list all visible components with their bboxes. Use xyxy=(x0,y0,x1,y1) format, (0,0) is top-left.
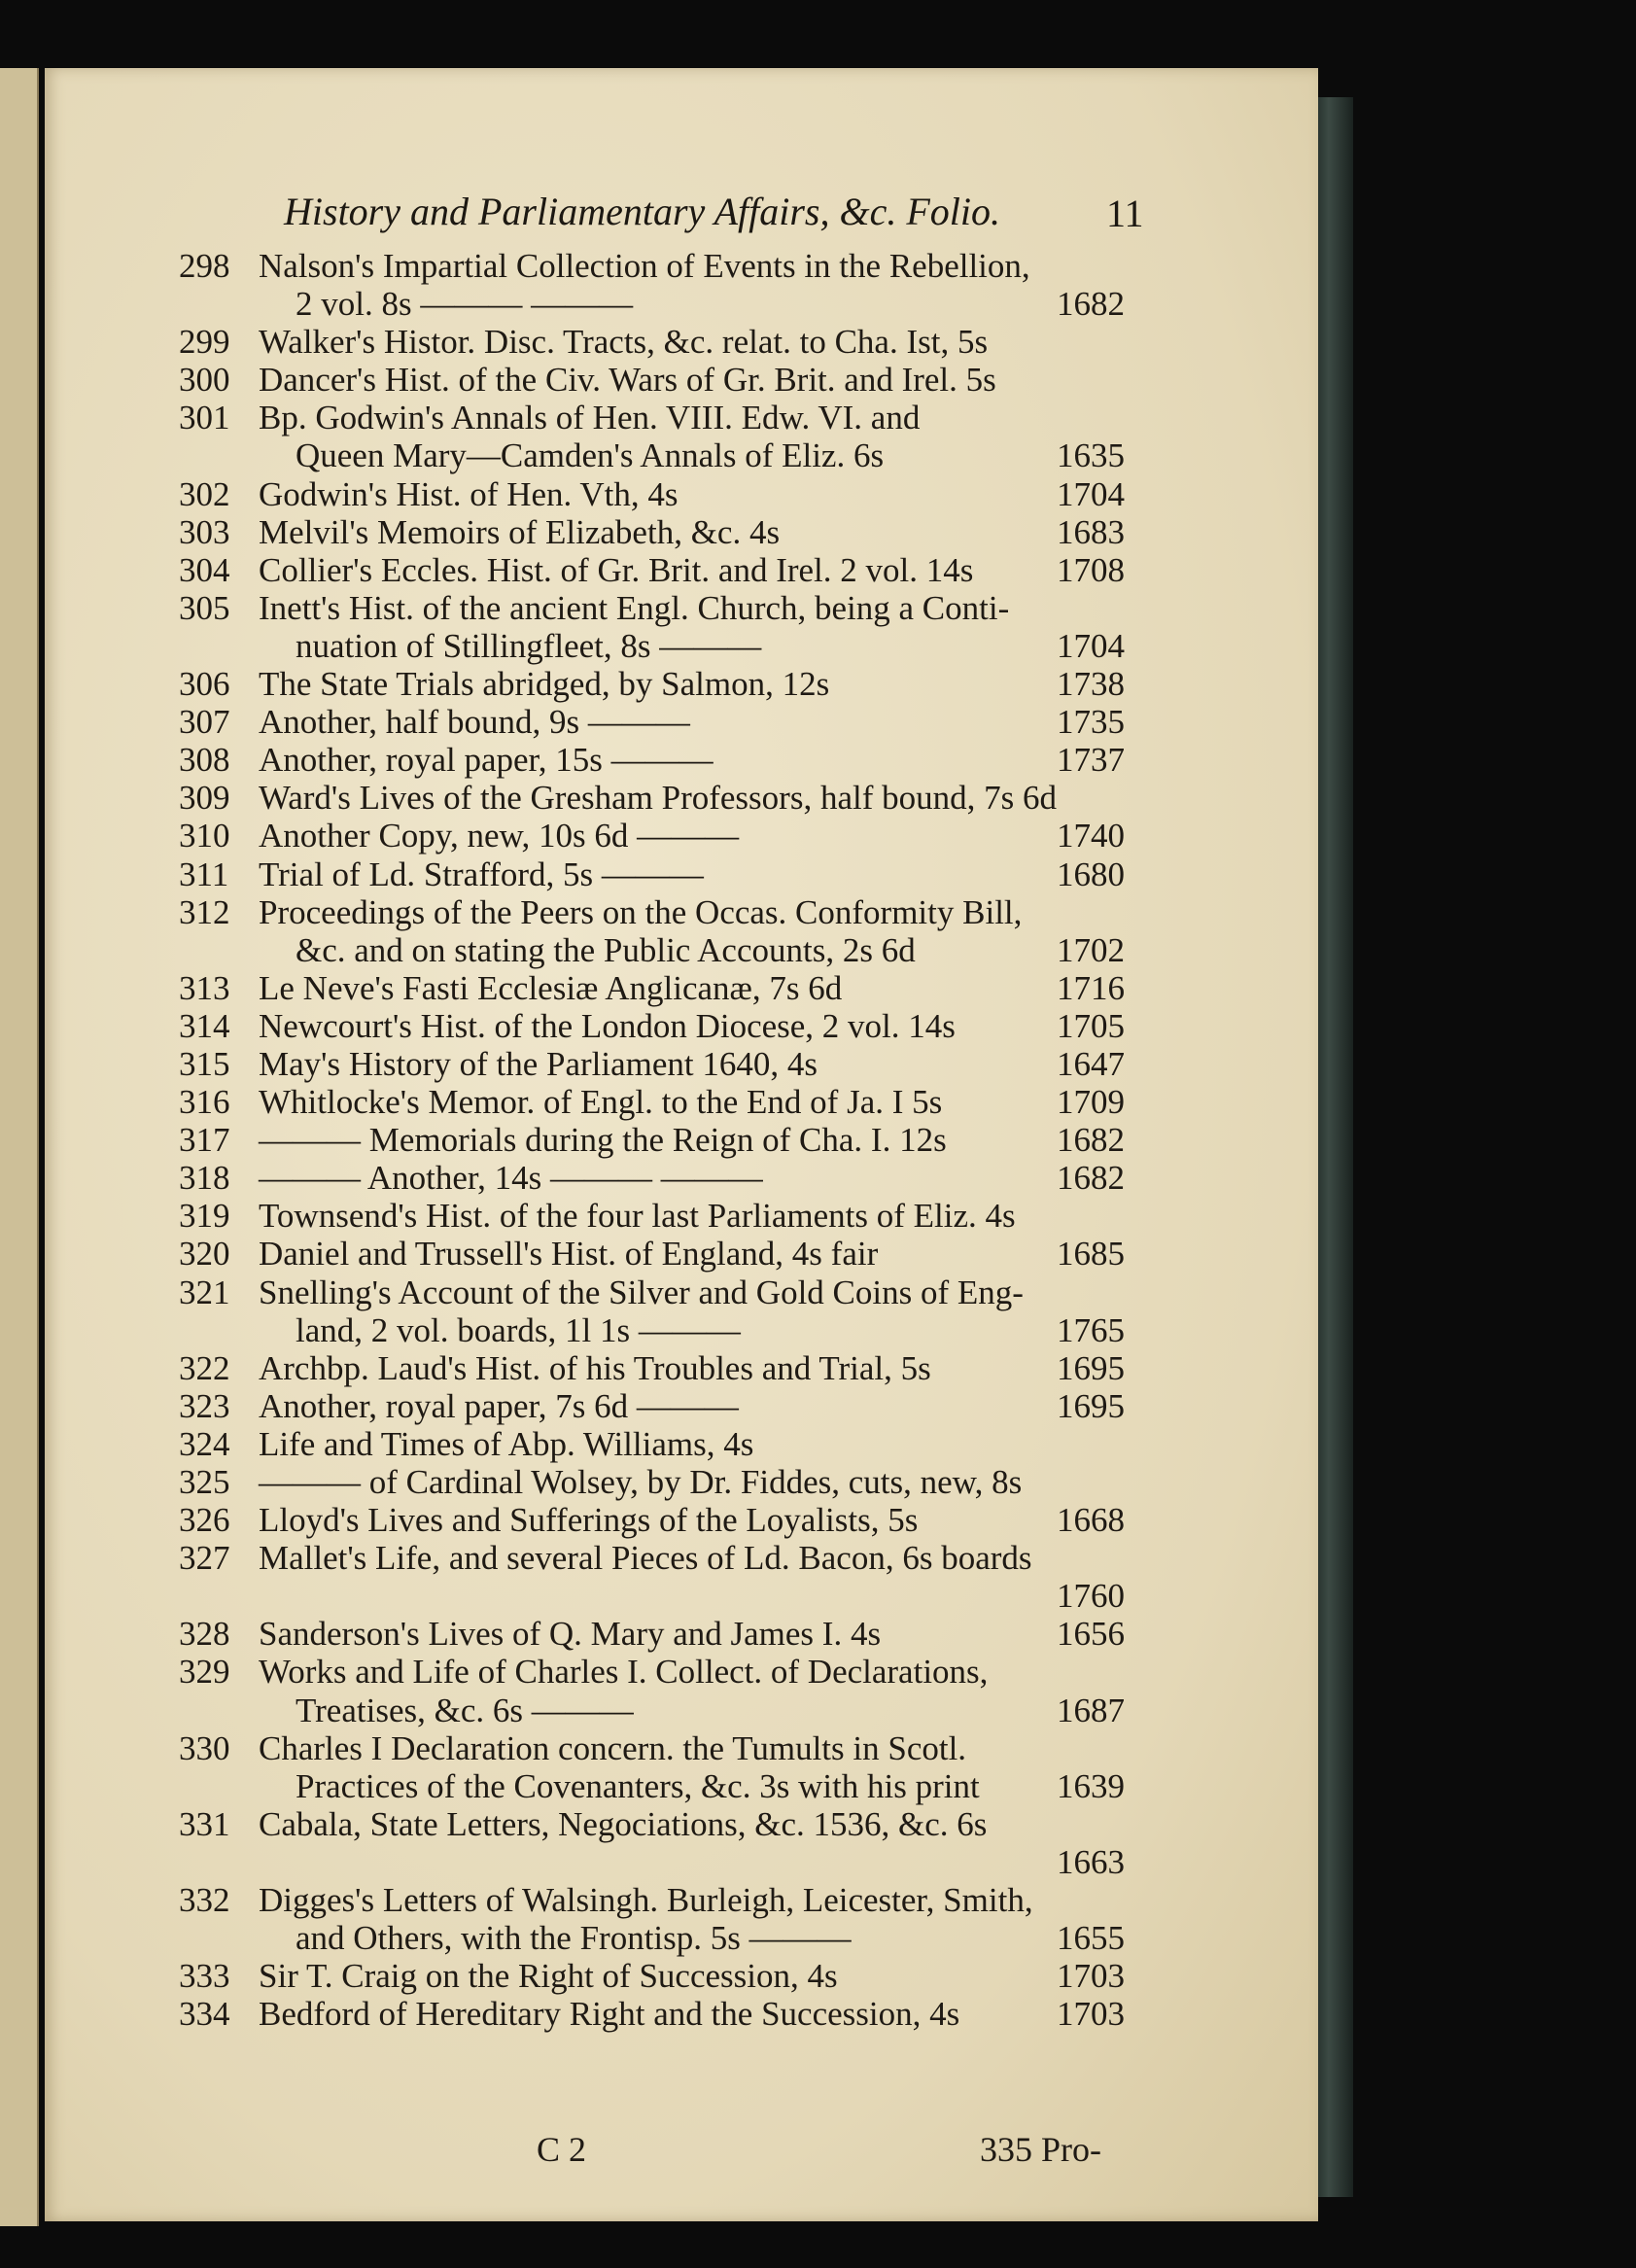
lot-number: 300 xyxy=(179,361,230,400)
lot-number: 334 xyxy=(179,1995,230,2034)
lot-number: 319 xyxy=(179,1197,230,1236)
entry-text: May's History of the Parliament 1640, 4s xyxy=(259,1044,818,1083)
entry-year: 1703 xyxy=(1057,1995,1125,2034)
catalogue-entry-line xyxy=(45,1311,1318,1349)
entry-text: Charles I Declaration concern. the Tumults in Scotl. xyxy=(259,1728,967,1767)
catalogue-entry-line xyxy=(45,1692,1318,1729)
catalogue-entry-line xyxy=(45,1159,1318,1197)
entry-year: 1687 xyxy=(1057,1691,1125,1729)
entry-year: 1656 xyxy=(1057,1615,1125,1654)
entry-year: 1682 xyxy=(1057,1121,1125,1160)
entry-text: Trial of Ld. Strafford, 5s ——— xyxy=(259,855,704,893)
entry-text: The State Trials abridged, by Salmon, 12s xyxy=(259,665,830,704)
lot-number: 322 xyxy=(179,1348,230,1387)
entry-text: Archbp. Laud's Hist. of his Troubles and Trial, 5s xyxy=(259,1348,931,1387)
catalogue-entry-line xyxy=(45,969,1318,1007)
entry-text: Newcourt's Hist. of the London Diocese, 2 vol. 14s xyxy=(259,1006,956,1045)
entry-year: 1685 xyxy=(1057,1235,1125,1274)
lot-number: 312 xyxy=(179,892,230,931)
lot-number: 298 xyxy=(179,247,230,285)
catalogue-entry-line xyxy=(45,627,1318,665)
entry-year: 1709 xyxy=(1057,1083,1125,1122)
entry-year: 1704 xyxy=(1057,626,1125,665)
catalogue-entry-line xyxy=(45,1957,1318,1995)
lot-number: 309 xyxy=(179,779,230,818)
catalogue-entry-line xyxy=(45,1425,1318,1463)
lot-number: 330 xyxy=(179,1728,230,1767)
entry-text: Another, royal paper, 7s 6d ——— xyxy=(259,1386,739,1425)
entry-year: 1695 xyxy=(1057,1386,1125,1425)
catalogue-entry-line xyxy=(45,1539,1318,1577)
book-spine xyxy=(1312,97,1353,2197)
entry-year: 1695 xyxy=(1057,1348,1125,1387)
catalogue-entry-line xyxy=(45,285,1318,323)
entry-text: land, 2 vol. boards, 1l 1s ——— xyxy=(296,1310,741,1349)
entry-text: Treatises, &c. 6s ——— xyxy=(296,1691,634,1729)
entry-text: Nalson's Impartial Collection of Events in the Rebellion, xyxy=(259,247,1030,285)
catalogue-page xyxy=(45,68,1318,2221)
lot-number: 307 xyxy=(179,703,230,742)
entry-text: Sanderson's Lives of Q. Mary and James I. 4s xyxy=(259,1615,882,1654)
entry-text: Townsend's Hist. of the four last Parliaments of Eliz. 4s xyxy=(259,1197,1016,1236)
entry-text: nuation of Stillingfleet, 8s ——— xyxy=(296,626,762,665)
entry-year: 1708 xyxy=(1057,550,1125,589)
lot-number: 299 xyxy=(179,323,230,362)
entry-year: 1737 xyxy=(1057,741,1125,780)
lot-number: 324 xyxy=(179,1424,230,1463)
entry-text: Another, royal paper, 15s ——— xyxy=(259,741,714,780)
catalogue-entry-line xyxy=(45,741,1318,779)
entry-text: Lloyd's Lives and Sufferings of the Loyalists, 5s xyxy=(259,1501,919,1540)
page-number: 11 xyxy=(1106,192,1144,235)
facing-page-edge xyxy=(0,68,39,2226)
entry-text: and Others, with the Frontisp. 5s ——— xyxy=(296,1919,852,1958)
catalogue-entry-line xyxy=(45,247,1318,285)
entry-text: Sir T. Craig on the Right of Succession, 4s xyxy=(259,1957,838,1996)
entry-text: Daniel and Trussell's Hist. of England, 4s fair xyxy=(259,1235,879,1274)
catalogue-entry-line xyxy=(45,1083,1318,1121)
lot-number: 304 xyxy=(179,550,230,589)
catalogue-entry-line xyxy=(45,1881,1318,1919)
catalogue-entry-line xyxy=(45,665,1318,703)
entry-text: Melvil's Memoirs of Elizabeth, &c. 4s xyxy=(259,512,781,551)
entry-text: Digges's Letters of Walsingh. Burleigh, Leicester, Smith, xyxy=(259,1881,1033,1920)
lot-number: 329 xyxy=(179,1653,230,1692)
catalogue-entry-line xyxy=(45,1197,1318,1235)
catalogue-entry-line xyxy=(45,779,1318,817)
catalogue-entry-line xyxy=(45,551,1318,589)
catalogue-entry-line xyxy=(45,1007,1318,1045)
lot-number: 305 xyxy=(179,588,230,627)
entry-year: 1704 xyxy=(1057,474,1125,513)
lot-number: 328 xyxy=(179,1615,230,1654)
entry-text: Life and Times of Abp. Williams, 4s xyxy=(259,1424,754,1463)
entry-year: 1639 xyxy=(1057,1766,1125,1805)
lot-number: 301 xyxy=(179,399,230,437)
entry-text: 2 vol. 8s ——— ——— xyxy=(296,285,634,324)
entry-text: Bp. Godwin's Annals of Hen. VIII. Edw. VI. and xyxy=(259,399,921,437)
entry-list xyxy=(45,247,1318,2033)
lot-number: 303 xyxy=(179,512,230,551)
lot-number: 314 xyxy=(179,1006,230,1045)
entry-year: 1680 xyxy=(1057,855,1125,893)
entry-year: 1735 xyxy=(1057,703,1125,742)
entry-text: Whitlocke's Memor. of Engl. to the End of Ja. I 5s xyxy=(259,1083,943,1122)
entry-year: 1668 xyxy=(1057,1501,1125,1540)
catalogue-entry-line xyxy=(45,1729,1318,1767)
lot-number: 302 xyxy=(179,474,230,513)
lot-number: 321 xyxy=(179,1273,230,1311)
entry-text: Godwin's Hist. of Hen. Vth, 4s xyxy=(259,474,679,513)
catalogue-entry-line xyxy=(45,1274,1318,1311)
entry-year: 1682 xyxy=(1057,1159,1125,1198)
lot-number: 320 xyxy=(179,1235,230,1274)
entry-year: 1682 xyxy=(1057,285,1125,324)
entry-text: Cabala, State Letters, Negociations, &c. 1536, &c. 6s xyxy=(259,1804,988,1843)
catalogue-entry-line xyxy=(45,475,1318,513)
lot-number: 316 xyxy=(179,1083,230,1122)
catalogue-entry-line xyxy=(45,1235,1318,1273)
entry-text: Queen Mary—Camden's Annals of Eliz. 6s xyxy=(296,436,885,475)
entry-text: Another, half bound, 9s ——— xyxy=(259,703,690,742)
entry-year: 1716 xyxy=(1057,968,1125,1007)
entry-year: 1702 xyxy=(1057,930,1125,969)
catalogue-entry-line xyxy=(45,1121,1318,1159)
entry-text: ——— Another, 14s ——— ——— xyxy=(259,1159,763,1198)
lot-number: 325 xyxy=(179,1463,230,1501)
catalogue-entry-line xyxy=(45,323,1318,361)
catalogue-entry-line xyxy=(45,1653,1318,1691)
catalogue-entry-line xyxy=(45,855,1318,893)
catalogue-entry-line xyxy=(45,399,1318,436)
entry-year: 1655 xyxy=(1057,1919,1125,1958)
lot-number: 313 xyxy=(179,968,230,1007)
lot-number: 326 xyxy=(179,1501,230,1540)
entry-text: Mallet's Life, and several Pieces of Ld. Bacon, 6s boards xyxy=(259,1539,1032,1578)
lot-number: 311 xyxy=(179,855,229,893)
signature-mark: C 2 xyxy=(537,2130,587,2169)
running-title: History and Parliamentary Affairs, &c. Folio. xyxy=(284,190,1001,233)
catalogue-entry-line xyxy=(45,1045,1318,1083)
catalogue-entry-line xyxy=(45,1615,1318,1653)
lot-number: 306 xyxy=(179,665,230,704)
entry-text: Works and Life of Charles I. Collect. of Declarations, xyxy=(259,1653,989,1692)
catalogue-entry-line xyxy=(45,1349,1318,1387)
catalogue-entry-line xyxy=(45,703,1318,741)
lot-number: 308 xyxy=(179,741,230,780)
entry-year: 1635 xyxy=(1057,436,1125,475)
lot-number: 315 xyxy=(179,1044,230,1083)
entry-text: Practices of the Covenanters, &c. 3s with his print xyxy=(296,1766,980,1805)
lot-number: 332 xyxy=(179,1881,230,1920)
catalogue-entry-line xyxy=(45,1805,1318,1843)
catalogue-entry-line xyxy=(45,1463,1318,1501)
entry-year: 1703 xyxy=(1057,1957,1125,1996)
entry-text: Bedford of Hereditary Right and the Succession, 4s xyxy=(259,1995,960,2034)
entry-text: &c. and on stating the Public Accounts, 2s 6d xyxy=(296,930,916,969)
entry-year: 1683 xyxy=(1057,512,1125,551)
entry-text: Walker's Histor. Disc. Tracts, &c. relat. to Cha. Ist, 5s xyxy=(259,323,989,362)
lot-number: 310 xyxy=(179,817,230,855)
entry-year: 1765 xyxy=(1057,1310,1125,1349)
entry-text: Le Neve's Fasti Ecclesiæ Anglicanæ, 7s 6d xyxy=(259,968,843,1007)
catalogue-entry-line xyxy=(45,931,1318,969)
catalogue-entry-line xyxy=(45,1995,1318,2033)
entry-year: 1760 xyxy=(1057,1577,1125,1616)
catalogue-entry-line xyxy=(45,1919,1318,1957)
page-header xyxy=(45,189,1318,247)
entry-text: Collier's Eccles. Hist. of Gr. Brit. and Irel. 2 vol. 14s xyxy=(259,550,974,589)
catalogue-entry-line xyxy=(45,1843,1318,1881)
entry-text: Dancer's Hist. of the Civ. Wars of Gr. Brit. and Irel. 5s xyxy=(259,361,996,400)
lot-number: 327 xyxy=(179,1539,230,1578)
catalogue-entry-line xyxy=(45,589,1318,627)
catalogue-entry-line xyxy=(45,361,1318,399)
catalogue-entry-line xyxy=(45,817,1318,855)
entry-text: Snelling's Account of the Silver and Gold Coins of Eng- xyxy=(259,1273,1024,1311)
entry-text: Another Copy, new, 10s 6d ——— xyxy=(259,817,740,855)
lot-number: 323 xyxy=(179,1386,230,1425)
entry-year: 1738 xyxy=(1057,665,1125,704)
entry-year: 1663 xyxy=(1057,1842,1125,1881)
catchword: 335 Pro- xyxy=(980,2130,1101,2169)
page-footer xyxy=(45,2129,1318,2172)
lot-number: 317 xyxy=(179,1121,230,1160)
entry-year: 1647 xyxy=(1057,1044,1125,1083)
entry-text: Ward's Lives of the Gresham Professors, half bound, 7s 6d xyxy=(259,779,1057,818)
entry-year: 1705 xyxy=(1057,1006,1125,1045)
catalogue-entry-line xyxy=(45,513,1318,551)
catalogue-entry-line xyxy=(45,893,1318,931)
entry-text: ——— Memorials during the Reign of Cha. I. 12s xyxy=(259,1121,947,1160)
lot-number: 318 xyxy=(179,1159,230,1198)
catalogue-entry-line xyxy=(45,1387,1318,1425)
catalogue-entry-line xyxy=(45,436,1318,474)
catalogue-entry-line xyxy=(45,1767,1318,1805)
catalogue-entry-line xyxy=(45,1577,1318,1615)
entry-text: ——— of Cardinal Wolsey, by Dr. Fiddes, cuts, new, 8s xyxy=(259,1463,1023,1501)
entry-year: 1740 xyxy=(1057,817,1125,855)
catalogue-entry-line xyxy=(45,1501,1318,1539)
entry-text: Proceedings of the Peers on the Occas. Conformity Bill, xyxy=(259,892,1023,931)
entry-text: Inett's Hist. of the ancient Engl. Church, being a Conti- xyxy=(259,588,1010,627)
lot-number: 333 xyxy=(179,1957,230,1996)
lot-number: 331 xyxy=(179,1804,230,1843)
